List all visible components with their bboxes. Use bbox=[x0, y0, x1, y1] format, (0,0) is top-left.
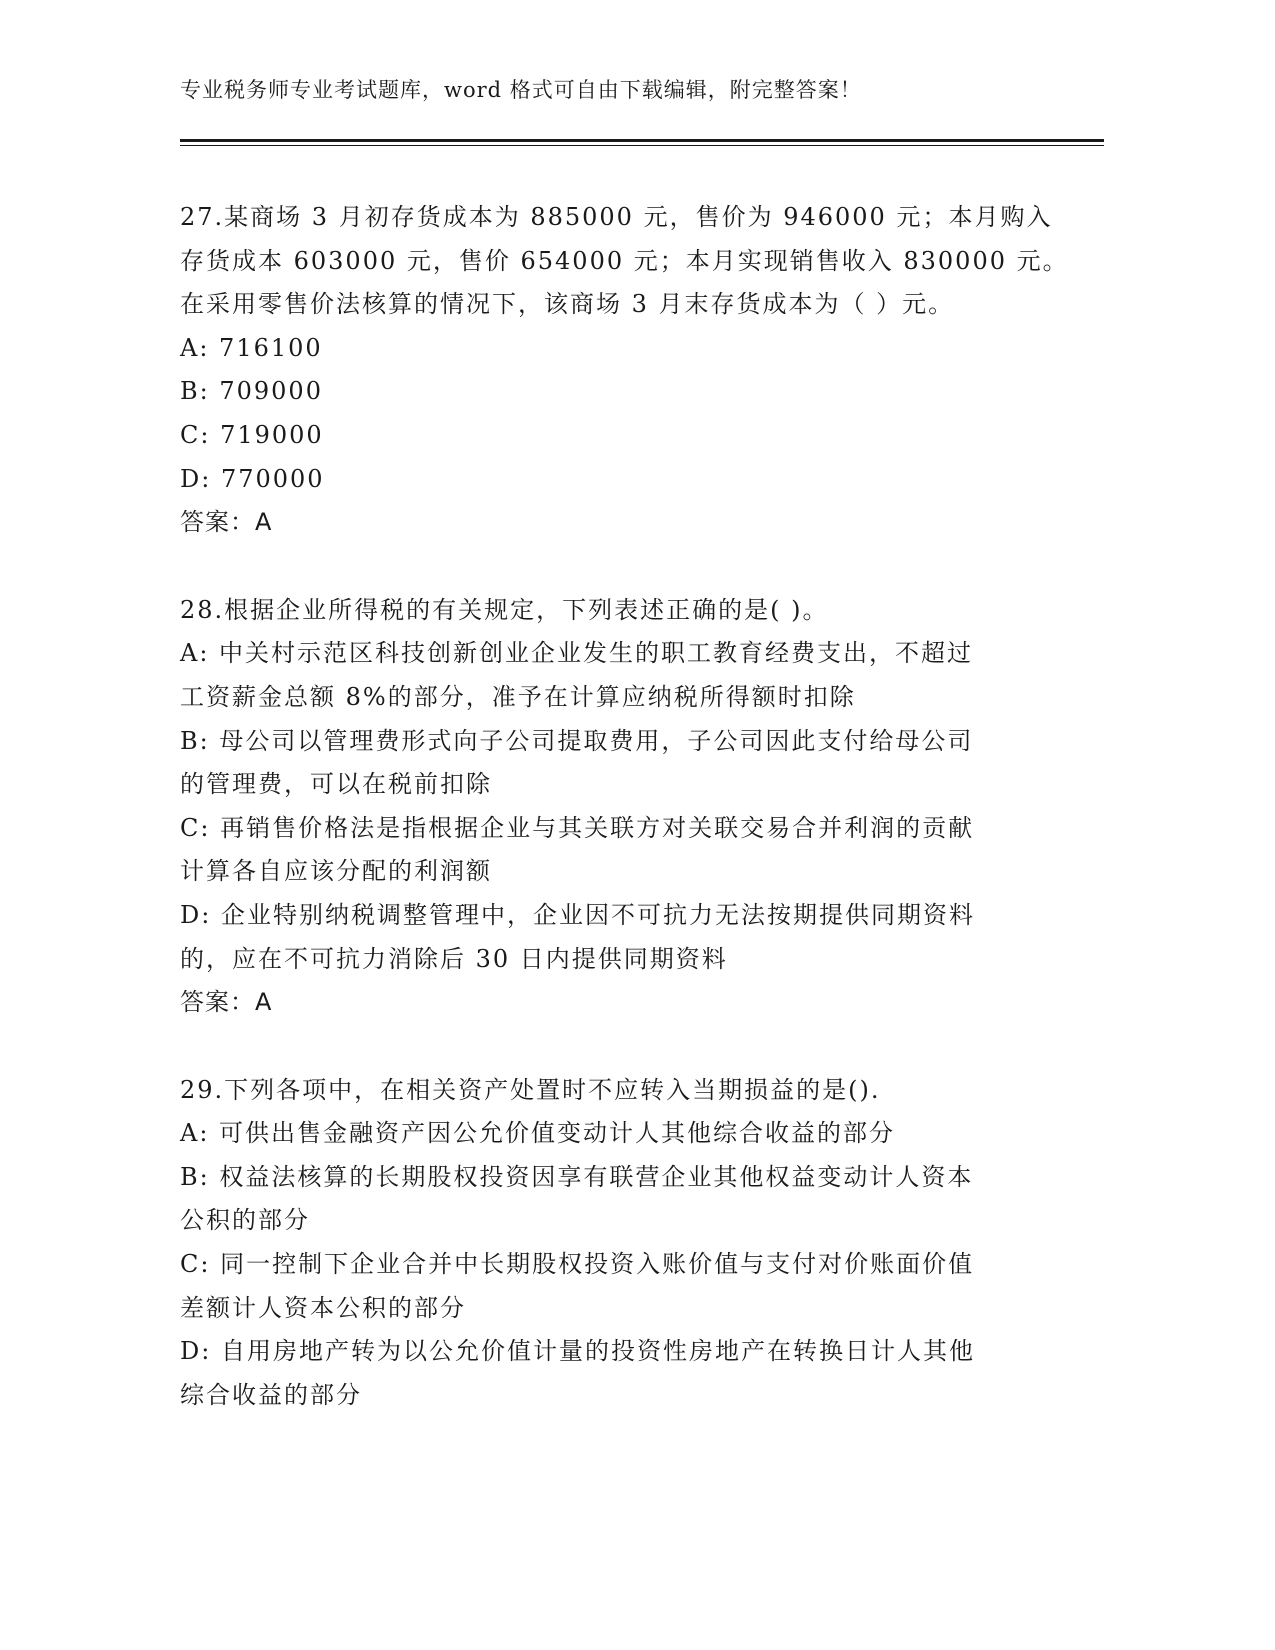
option-a-continuation: 工资薪金总额 8%的部分，准予在计算应纳税所得额时扣除 bbox=[180, 682, 856, 711]
option-b: B: 权益法核算的长期股权投资因享有联营企业其他权益变动计人资本 bbox=[180, 1162, 974, 1191]
question-stem-line: 29.下列各项中，在相关资产处置时不应转入当期损益的是(). bbox=[180, 1075, 881, 1104]
option-b: B: 709000 bbox=[180, 377, 323, 406]
header-rule-thick bbox=[180, 139, 1104, 142]
option-d: D: 企业特别纳税调整管理中，企业因不可抗力无法按期提供同期资料 bbox=[180, 900, 975, 929]
question-stem-line: 在采用零售价法核算的情况下，该商场 3 月末存货成本为（ ）元。 bbox=[180, 290, 955, 319]
question-27 bbox=[180, 196, 1069, 545]
option-d: D: 自用房地产转为以公允价值计量的投资性房地产在转换日计人其他 bbox=[180, 1337, 975, 1366]
option-a: A: 可供出售金融资产因公允价值变动计人其他综合收益的部分 bbox=[180, 1119, 896, 1148]
option-b: B: 母公司以管理费形式向子公司提取费用，子公司因此支付给母公司 bbox=[180, 726, 974, 755]
question-stem-line: 28.根据企业所得税的有关规定，下列表述正确的是( )。 bbox=[180, 595, 829, 624]
answer-line: 答案：A bbox=[180, 988, 273, 1017]
question-stem-line: 存货成本 603000 元，售价 654000 元；本月实现销售收入 830000 元。 bbox=[180, 246, 1069, 275]
option-c-continuation: 计算各自应该分配的利润额 bbox=[180, 857, 492, 886]
option-b-continuation: 的管理费，可以在税前扣除 bbox=[180, 770, 492, 799]
question-stem-line: 27.某商场 3 月初存货成本为 885000 元，售价为 946000 元；本月购入 bbox=[180, 203, 1053, 231]
option-b-continuation: 公积的部分 bbox=[180, 1206, 310, 1235]
page-header: 专业税务师专业考试题库，word 格式可自由下载编辑，附完整答案！ bbox=[180, 78, 862, 102]
option-d-continuation: 综合收益的部分 bbox=[180, 1380, 362, 1409]
question-29 bbox=[180, 1069, 1030, 1418]
header-rule-thin bbox=[180, 145, 1104, 146]
option-c: C: 同一控制下企业合并中长期股权投资入账价值与支付对价账面价值 bbox=[180, 1250, 975, 1279]
question-list bbox=[180, 196, 1069, 1461]
option-d-continuation: 的，应在不可抗力消除后 30 日内提供同期资料 bbox=[180, 944, 728, 973]
option-c: C: 719000 bbox=[180, 420, 324, 449]
option-c-continuation: 差额计人资本公积的部分 bbox=[180, 1293, 466, 1322]
option-c: C: 再销售价格法是指根据企业与其关联方对关联交易合并利润的贡献 bbox=[180, 813, 975, 842]
option-d: D: 770000 bbox=[180, 464, 325, 493]
option-a: A: 中关村示范区科技创新创业企业发生的职工教育经费支出，不超过 bbox=[180, 639, 974, 668]
question-28 bbox=[180, 589, 1030, 1025]
answer-line: 答案：A bbox=[180, 508, 273, 537]
option-a: A: 716100 bbox=[180, 333, 323, 362]
